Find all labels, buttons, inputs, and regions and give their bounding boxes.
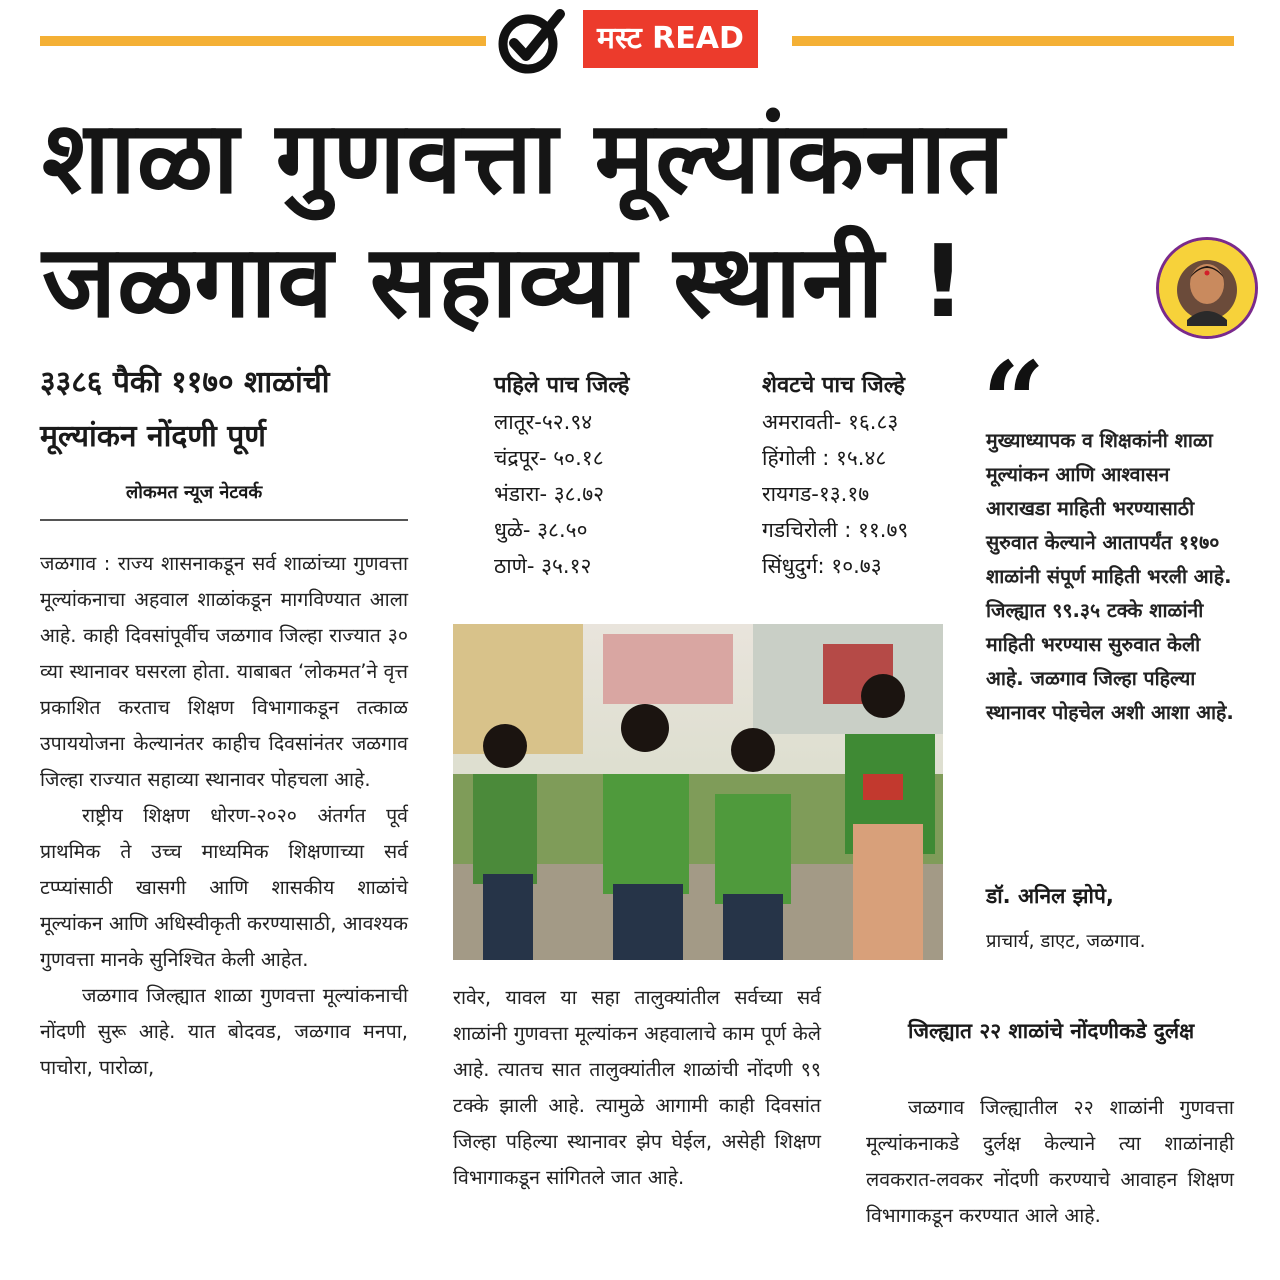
headline-line-1: शाळा गुणवत्ता मूल्यांकनात	[42, 99, 1006, 216]
col1-paragraph-1: जळगाव : राज्य शासनाकडून सर्व शाळांच्या गुणवत्ता मूल्यांकनाचा अहवाल शाळांकडून मागविण्यात आला आहे. काही दिवसांपूर्वीच जळगाव जिल्हा राज्यात ३० व्या स्थानावर घसरला होता. याबाबत ‘लोकमत’ने वृत्त प्रकाशित करताच शिक्षण विभागाकडून तत्काळ उपाययोजना केल्यानंतर काहीच दिवसांनंतर जळगाव जिल्हा राज्यात सहाव्या स्थानावर पोहचला आहे.	[40, 552, 408, 791]
top-five-item: चंद्रपूर- ५०.१८	[494, 446, 604, 470]
students-photo	[453, 624, 943, 960]
top-five-item: ठाणे- ३५.१२	[494, 554, 592, 578]
byline: लोकमत न्यूज नेटवर्क	[126, 482, 263, 503]
top-five-title: पहिले पाच जिल्हे	[494, 373, 630, 398]
box-title: जिल्ह्यात २२ शाळांचे नोंदणीकडे दुर्लक्ष	[908, 1019, 1195, 1043]
quote-icon: “	[982, 337, 1046, 466]
bottom-five-item: गडचिरोली : ११.७९	[762, 518, 909, 542]
top-five-list	[494, 368, 629, 584]
headline-line-2: जळगाव सहाव्या स्थानी !	[42, 223, 967, 340]
bottom-five-title: शेवटचे पाच जिल्हे	[762, 373, 905, 398]
article-column-1	[40, 546, 408, 1086]
col1-paragraph-2: राष्ट्रीय शिक्षण धोरण-२०२० अंतर्गत पूर्व प्राथमिक ते उच्च माध्यमिक शिक्षणाच्या सर्व टप्प्यांसाठी खासगी आणि शासकीय शाळांचे मूल्यांकन आणि अधिस्वीकृती करण्यासाठी, आवश्यक गुणवत्ता मानके सुनिश्चित केली आहेत.	[40, 804, 408, 971]
banner-rule-left	[40, 36, 486, 46]
bottom-five-item: हिंगोली : १५.४८	[762, 446, 887, 470]
quote-author: डॉ. अनिल झोपे,	[986, 884, 1114, 908]
bottom-five-item: अमरावती- १६.८३	[762, 410, 899, 434]
author-avatar	[1156, 237, 1258, 339]
col1-paragraph-3: जळगाव जिल्ह्यात शाळा गुणवत्ता मूल्यांकनाची नोंदणी सुरू आहे. यात बोदवड, जळगाव मनपा, पाचोरा, पारोळा,	[40, 984, 408, 1079]
box-text: जळगाव जिल्ह्यातील २२ शाळांनी गुणवत्ता मूल्यांकनाकडे दुर्लक्ष केल्याने त्या शाळांनाही लवकरात-लवकर नोंदणी करण्याचे आवाहन शिक्षण विभागाकडून करण्यात आले आहे.	[866, 1096, 1234, 1227]
bottom-five-item: सिंधुदुर्ग: १०.७३	[762, 554, 882, 578]
check-circle-icon	[494, 6, 566, 82]
top-five-item: भंडारा- ३८.७२	[494, 482, 605, 506]
article-column-2: रावेर, यावल या सहा तालुक्यांतील सर्वच्या सर्व शाळांनी गुणवत्ता मूल्यांकन अहवालाचे काम पूर्ण केले आहे. त्यातच सात तालुक्यांतील शाळांची नोंदणी ९९ टक्के झाली आहे. त्यामुळे आगामी काही दिवसांत जिल्हा पहिल्या स्थानावर झेप घेईल, असेही शिक्षण विभागाकडून सांगितले जात आहे.	[453, 986, 821, 1189]
bottom-five-list	[762, 368, 908, 584]
quote-author-role: प्राचार्य, डाएट, जळगाव.	[986, 931, 1146, 952]
bottom-five-item: रायगड-१३.१७	[762, 482, 870, 506]
subhead-line-2: मूल्यांकन नोंदणी पूर्ण	[40, 419, 266, 454]
subhead-line-1: ३३८६ पैकी ११७० शाळांची	[40, 365, 330, 400]
byline-divider	[40, 519, 408, 521]
must-read-badge: मस्ट READ	[583, 10, 758, 68]
banner-rule-right	[792, 36, 1234, 46]
top-five-item: धुळे- ३८.५०	[494, 518, 588, 542]
top-five-item: लातूर-५२.९४	[494, 410, 593, 434]
quote-text: मुख्याध्यापक व शिक्षकांनी शाळा मूल्यांकन आणि आश्वासन आराखडा माहिती भरण्यासाठी सुरुवात केल्याने आतापर्यंत ११७० शाळांनी संपूर्ण माहिती भरली आहे. जिल्ह्यात ९९.३५ टक्के शाळांनी माहिती भरण्यास सुरुवात केली आहे. जळगाव जिल्हा पहिल्या स्थानावर पोहचेल अशी आशा आहे.	[986, 429, 1234, 724]
